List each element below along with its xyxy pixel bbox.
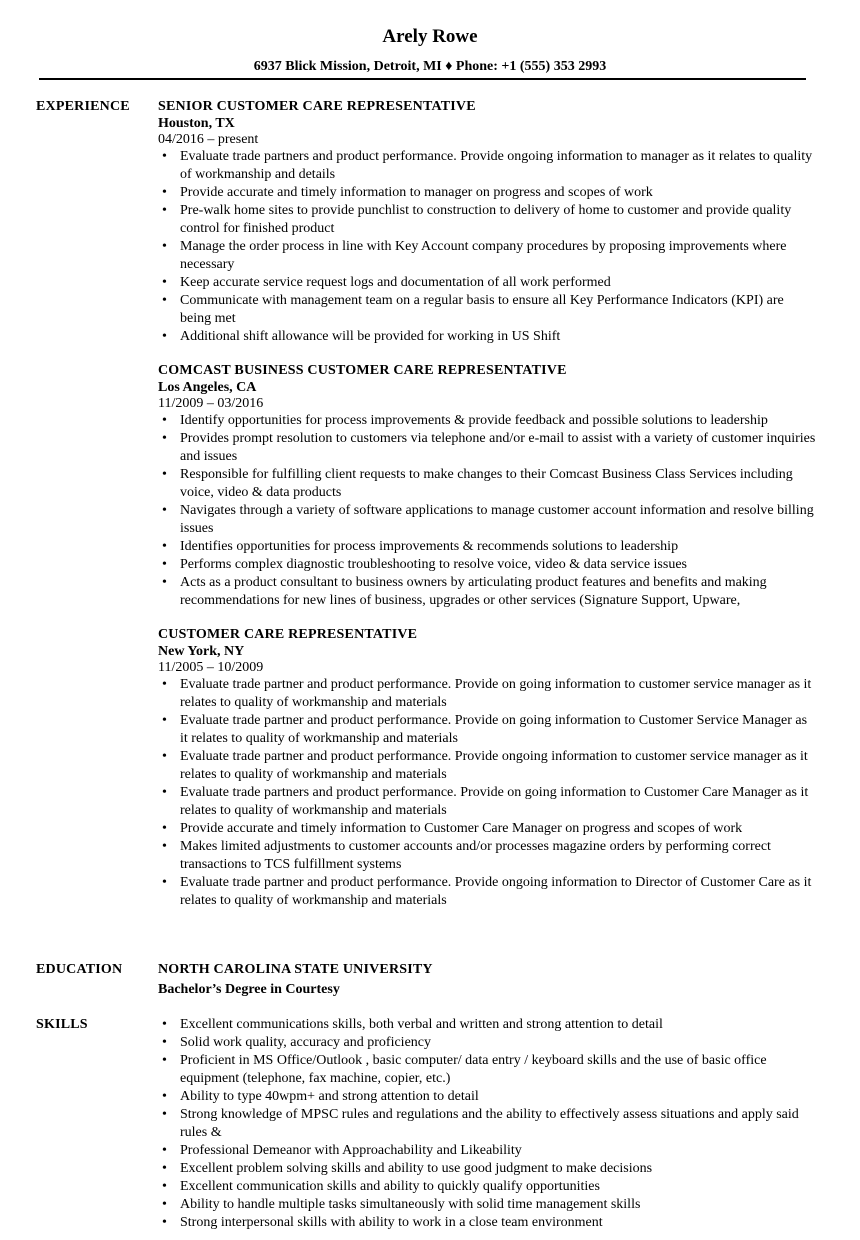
job-entry — [158, 362, 818, 610]
bullet-dot-icon: • — [162, 431, 167, 446]
job-title: SENIOR CUSTOMER CARE REPRESENTATIVE — [158, 99, 476, 114]
bullet-item: • Pre-walk home sites to provide punchlist to construction to delivery of home to customer and provide quality control for finished product — [162, 203, 792, 236]
bullet-item: • Evaluate trade partners and product performance. Provide ongoing information to manager as it relates to quality of workmanship and details — [162, 149, 813, 182]
education-label: EDUCATION — [36, 962, 123, 977]
bullet-item: • Communicate with management team on a regular basis to ensure all Key Performance Indicators (KPI) are being met — [162, 293, 784, 326]
skills-body — [158, 1016, 818, 1232]
bullet-dot-icon: • — [162, 575, 167, 590]
bullet-dot-icon: • — [162, 713, 167, 728]
bullet-dot-icon: • — [162, 1197, 167, 1212]
bullet-dot-icon: • — [162, 1089, 167, 1104]
job-dates: 04/2016 – present — [158, 132, 259, 147]
bullet-dot-icon: • — [162, 239, 167, 254]
bullet-dot-icon: • — [162, 1143, 167, 1158]
bullet-item: • Additional shift allowance will be provided for working in US Shift — [162, 329, 561, 344]
bullet-dot-icon: • — [162, 293, 167, 308]
bullet-item: • Solid work quality, accuracy and proficiency — [162, 1035, 432, 1050]
header-divider — [39, 78, 806, 80]
bullet-dot-icon: • — [162, 839, 167, 854]
bullet-dot-icon: • — [162, 1035, 167, 1050]
experience-body — [158, 98, 818, 926]
job-entry — [158, 626, 818, 910]
job-entry — [158, 98, 818, 346]
contact-line: 6937 Blick Mission, Detroit, MI ♦ Phone: +1 (555) 353 2993 — [253, 59, 607, 74]
candidate-name: Arely Rowe — [382, 26, 478, 47]
school-name: NORTH CAROLINA STATE UNIVERSITY — [158, 962, 433, 977]
bullet-item: • Strong knowledge of MPSC rules and regulations and the ability to effectively assess situations and apply said rules & — [162, 1107, 799, 1140]
bullet-dot-icon: • — [162, 539, 167, 554]
bullet-item: • Excellent communications skills, both verbal and written and strong attention to detail — [162, 1017, 663, 1032]
bullet-dot-icon: • — [162, 275, 167, 290]
degree-name: Bachelor’s Degree in Courtesy — [158, 982, 340, 997]
bullet-dot-icon: • — [162, 149, 167, 164]
job-bullets — [158, 676, 818, 910]
bullet-item: • Provides prompt resolution to customers via telephone and/or e-mail to assist with a variety of customer inquiries and issues — [162, 431, 816, 464]
job-location: Los Angeles, CA — [158, 380, 257, 395]
bullet-item: • Evaluate trade partner and product performance. Provide on going information to customer service manager as it relates to quality of workmanship and materials — [162, 677, 812, 710]
bullet-dot-icon: • — [162, 785, 167, 800]
bullet-item: • Evaluate trade partner and product performance. Provide ongoing information to customer service manager as it relates to quality of workmanship and materials — [162, 749, 808, 782]
bullet-dot-icon: • — [162, 1053, 167, 1068]
bullet-dot-icon: • — [162, 749, 167, 764]
bullet-dot-icon: • — [162, 503, 167, 518]
bullet-dot-icon: • — [162, 677, 167, 692]
bullet-item: • Evaluate trade partners and product performance. Provide on going information to Customer Care Manager as it relates to quality of workmanship and materials — [162, 785, 809, 818]
bullet-dot-icon: • — [162, 413, 167, 428]
job-dates: 11/2009 – 03/2016 — [158, 396, 264, 411]
job-location: Houston, TX — [158, 116, 235, 131]
bullet-item: • Identify opportunities for process improvements & provide feedback and possible solutions to leadership — [162, 413, 768, 428]
job-location: New York, NY — [158, 644, 245, 659]
bullet-item: • Keep accurate service request logs and documentation of all work performed — [162, 275, 611, 290]
bullet-item: • Makes limited adjustments to customer accounts and/or processes magazine orders by performing correct transactions to TCS fulfillment systems — [162, 839, 771, 872]
bullet-dot-icon: • — [162, 821, 167, 836]
bullet-item: • Professional Demeanor with Approachability and Likeability — [162, 1143, 522, 1158]
bullet-dot-icon: • — [162, 203, 167, 218]
bullet-dot-icon: • — [162, 1107, 167, 1122]
job-title: CUSTOMER CARE REPRESENTATIVE — [158, 627, 418, 642]
bullet-dot-icon: • — [162, 1017, 167, 1032]
bullet-item: • Performs complex diagnostic troubleshooting to resolve voice, video & data service issues — [162, 557, 687, 572]
bullet-item: • Evaluate trade partner and product performance. Provide on going information to Customer Service Manager as it relates to quality of workmanship and materials — [162, 713, 808, 746]
job-dates: 11/2005 – 10/2009 — [158, 660, 264, 675]
bullet-item: • Excellent communication skills and ability to quickly qualify opportunities — [162, 1179, 600, 1194]
bullet-item: • Acts as a product consultant to business owners by articulating product features and benefits and making recommendations for new lines of business, upgrades or other services (Signature Support, Upware, — [162, 575, 767, 608]
bullet-dot-icon: • — [162, 1161, 167, 1176]
job-title: COMCAST BUSINESS CUSTOMER CARE REPRESENTATIVE — [158, 363, 567, 378]
bullet-item: • Evaluate trade partner and product performance. Provide ongoing information to Director of Customer Care as it relates to quality of workmanship and materials — [162, 875, 812, 908]
bullet-item: • Ability to handle multiple tasks simultaneously with solid time management skills — [162, 1197, 641, 1212]
skills-label: SKILLS — [36, 1017, 88, 1032]
bullet-item: • Provide accurate and timely information to manager on progress and scopes of work — [162, 185, 653, 200]
bullet-dot-icon: • — [162, 467, 167, 482]
bullet-item: • Excellent problem solving skills and ability to use good judgment to make decisions — [162, 1161, 653, 1176]
bullet-dot-icon: • — [162, 557, 167, 572]
education-body — [158, 961, 818, 999]
bullet-dot-icon: • — [162, 1215, 167, 1230]
bullet-item: • Responsible for fulfilling client requests to make changes to their Comcast Business Class Services including voice, video & data products — [162, 467, 793, 500]
bullet-item: • Provide accurate and timely information to Customer Care Manager on progress and scopes of work — [162, 821, 743, 836]
bullet-item: • Navigates through a variety of software applications to manage customer account information and resolve billing issues — [162, 503, 814, 536]
job-bullets — [158, 412, 818, 610]
bullet-dot-icon: • — [162, 185, 167, 200]
bullet-item: • Proficient in MS Office/Outlook , basic computer/ data entry / keyboard skills and the use of basic office equipment (telephone, fax machine, copier, etc.) — [162, 1053, 767, 1086]
bullet-dot-icon: • — [162, 875, 167, 890]
experience-label: EXPERIENCE — [36, 99, 130, 114]
bullet-dot-icon: • — [162, 329, 167, 344]
bullet-item: • Identifies opportunities for process improvements & recommends solutions to leadership — [162, 539, 679, 554]
skills-bullets — [158, 1016, 818, 1232]
bullet-dot-icon: • — [162, 1179, 167, 1194]
job-bullets — [158, 148, 818, 346]
bullet-item: • Strong interpersonal skills with ability to work in a close team environment — [162, 1215, 603, 1230]
bullet-item: • Ability to type 40wpm+ and strong attention to detail — [162, 1089, 479, 1104]
bullet-item: • Manage the order process in line with Key Account company procedures by proposing improvements where necessary — [162, 239, 787, 272]
